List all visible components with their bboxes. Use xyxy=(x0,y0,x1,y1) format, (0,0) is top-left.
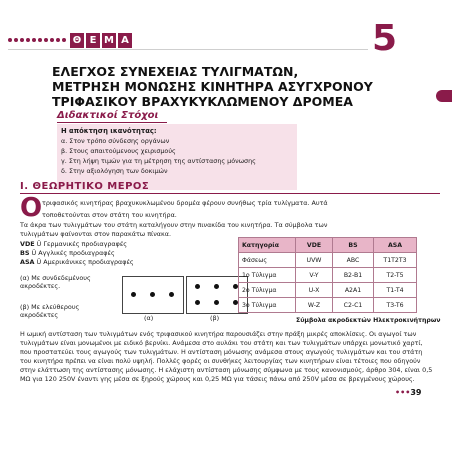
body-paragraph: Η ωμική αντίσταση των τυλιγμάτων ενός τριφασικού κινητήρα παρουσιάζει στην πράξη μικρές αποκλίσεις. Οι αγωγοί των τυλιγμάτων είναι μονωμένοι με ειδικό βερνίκι. Ανάμεσα στο αυλάκι του στάτη και των τυλιγμάτων υπάρχει μονωτικό χαρτί, που προστατεύει τους αγωγούς των τυλιγμάτων. Η αντίσταση μόνωσης ανάμεσα στους αγωγούς τυλιγμάτων και του στάτη του κινητήρα πρέπει να είναι πολύ υψηλή. Πολλές φορές οι συνθήκες λειτουργίας των κινητήρων είναι τέτοιες που οδηγούν στην ελάττωση της αντίστασης μόνωσης. Η ελάχιστη αντίσταση μόνωσης σύμφωνα με τους κανονισμούς, άρθρο 304, είναι 0,5 ΜΩ για 120 250V έναντι γης μέσα σε ξηρούς χώρους και 0,25 ΜΩ για τάσεις πάνω από 250V μέσα σε βρεγμένους χώρους. xyxy=(20,330,433,383)
spec-abbr: ASA xyxy=(20,258,35,266)
header-dots xyxy=(8,38,68,44)
spec-abbr: VDE xyxy=(20,240,35,248)
table-cell: Φάσεως xyxy=(239,253,296,268)
page-number-value: 39 xyxy=(410,388,422,397)
thema-letter-2: Ε xyxy=(86,33,100,48)
diagram-a-sub: (α) xyxy=(144,314,154,322)
diagram-a-caption-1: (α) Με συνδεδεμένους xyxy=(20,274,91,282)
terminal-dot xyxy=(169,292,174,297)
table-cell: B2-B1 xyxy=(333,268,374,283)
spec-text: Αμερικάνικες προδιαγραφές xyxy=(43,258,134,266)
table-row xyxy=(239,268,417,283)
table-cell: T1T2T3 xyxy=(374,253,417,268)
table-header-cell: VDE xyxy=(296,238,333,253)
table-header-row xyxy=(239,238,417,253)
spec-symbol: Ü xyxy=(36,258,42,266)
table-cell: 1ο Τύλιγμα xyxy=(239,268,296,283)
paragraph-4: τυλιγμάτων φαίνονται στον παρακάτω πίνακα. xyxy=(20,230,171,238)
table-header-cell: Κατηγορία xyxy=(239,238,296,253)
table-cell: V-Y xyxy=(296,268,333,283)
spec-bs xyxy=(20,249,115,257)
table-cell: 2ο Τύλιγμα xyxy=(239,283,296,298)
goal-item: α. Στον τρόπο σύνδεσης οργάνων xyxy=(61,137,170,145)
terminal-dot xyxy=(195,300,200,305)
title-line-2: ΜΕΤΡΗΣΗ ΜΟΝΩΣΗΣ ΚΙΝΗΤΗΡΑ ΑΣΥΓΧΡΟΝΟΥ xyxy=(52,79,373,94)
page-title xyxy=(52,64,382,109)
terminal-dot xyxy=(214,284,219,289)
diagram-b-caption-2: ακροδέκτες xyxy=(20,311,59,319)
section-rule xyxy=(20,193,440,194)
paragraph-2: τοποθετούνται στον στάτη του κινητήρα. xyxy=(42,211,177,219)
spec-symbol: Ü xyxy=(31,249,37,257)
table-cell: C2-C1 xyxy=(333,298,374,313)
thema-letter-3: Μ xyxy=(102,33,116,48)
table-header-cell: ASA xyxy=(374,238,417,253)
table-cell: 3ο Τύλιγμα xyxy=(239,298,296,313)
goals-heading: Διδακτικοί Στόχοι xyxy=(57,110,159,121)
chapter-number: 5 xyxy=(372,18,398,59)
spec-symbol: Ü xyxy=(36,240,42,248)
terminal-dot xyxy=(214,300,219,305)
paragraph-1: τριφασικός κινητήρας βραχυκυκλωμένου δρομέα φέρουν συνήθως τρία τυλίγματα. Αυτά xyxy=(42,199,328,207)
spec-text: Αγγλικές προδιαγραφές xyxy=(38,249,115,257)
terminal-dot xyxy=(131,292,136,297)
diagram-a-caption-2: ακροδέκτες. xyxy=(20,282,61,290)
spec-asa xyxy=(20,258,134,266)
table-cell: T1-T4 xyxy=(374,283,417,298)
side-tab-marker xyxy=(436,90,452,102)
terminal-symbols-table xyxy=(238,237,417,313)
table-cell: UVW xyxy=(296,253,333,268)
goals-heading-underline xyxy=(57,122,167,123)
goals-intro: Η απόκτηση ικανότητας: xyxy=(61,127,157,135)
terminal-box-a xyxy=(122,276,184,314)
goal-item: δ. Στην αξιολόγηση των δοκιμών xyxy=(61,167,168,175)
diagram-b-sub: (β) xyxy=(210,314,220,322)
paragraph-3: Τα άκρα των τυλιγμάτων του στάτη καταλήγουν στην πινακίδα του κινητήρα. Τα σύμβολα των xyxy=(20,221,328,229)
table-header-cell: BS xyxy=(333,238,374,253)
goal-item: γ. Στη λήψη τιμών για τη μέτρηση της αντίστασης μόνωσης xyxy=(61,157,256,165)
title-line-3: ΤΡΙΦΑΣΙΚΟΥ ΒΡΑΧΥΚΥΚΛΩΜΕΝΟΥ ΔΡΟΜΕΑ xyxy=(52,94,353,109)
thema-letter-1: Θ xyxy=(70,33,84,48)
table-cell: W-Z xyxy=(296,298,333,313)
spec-text: Γερμανικές προδιαγραφές xyxy=(43,240,128,248)
title-line-1: ΕΛΕΓΧΟΣ ΣΥΝΕΧΕΙΑΣ ΤΥΛΙΓΜΑΤΩΝ, xyxy=(52,64,299,79)
spec-abbr: BS xyxy=(20,249,30,257)
page-number xyxy=(395,388,421,397)
terminal-dot xyxy=(195,284,200,289)
table-row xyxy=(239,298,417,313)
section-heading: Ι. ΘΕΩΡΗΤΙΚΟ ΜΕΡΟΣ xyxy=(20,181,150,192)
table-cell: A2A1 xyxy=(333,283,374,298)
table-caption: Σύμβολα ακροδεκτών Ηλεκτροκινήτηρων xyxy=(296,317,441,324)
dropcap: Ο xyxy=(20,193,43,223)
header-rule xyxy=(8,49,368,50)
table-row xyxy=(239,283,417,298)
table-row xyxy=(239,253,417,268)
terminal-dot xyxy=(150,292,155,297)
table-cell: T2-T5 xyxy=(374,268,417,283)
diagram-b-caption-1: (β) Με ελεύθερους xyxy=(20,303,80,311)
goal-item: β. Στους απαιτούμενους χειρισμούς xyxy=(61,147,176,155)
spec-vde xyxy=(20,240,127,248)
thema-letter-4: Α xyxy=(118,33,132,48)
table-cell: ABC xyxy=(333,253,374,268)
table-cell: T3-T6 xyxy=(374,298,417,313)
table-cell: U-X xyxy=(296,283,333,298)
page-number-dots: ••• xyxy=(395,388,411,397)
